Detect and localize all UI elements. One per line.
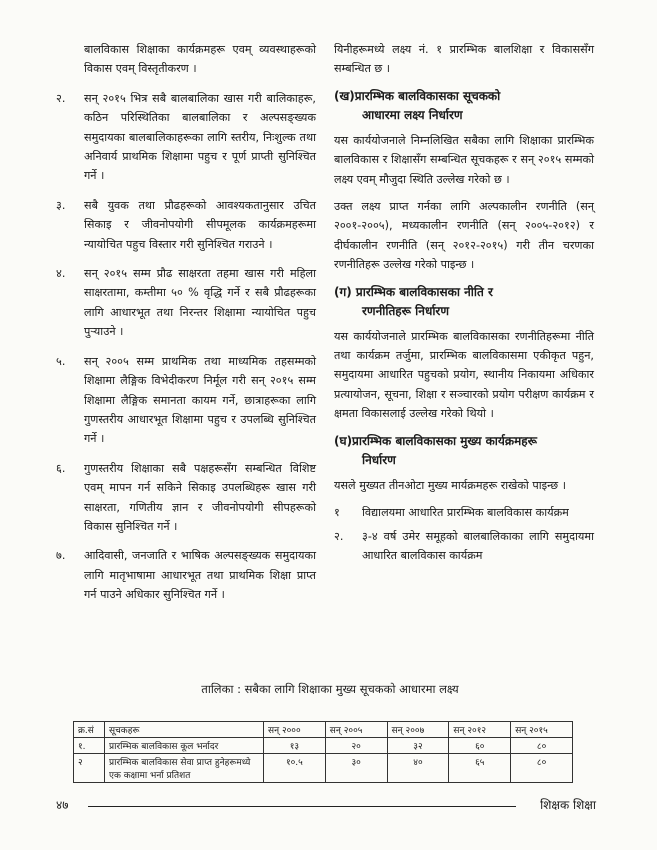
heading-line: निर्धारण — [362, 452, 396, 467]
paragraph: यस कार्ययोजनाले प्रारम्भिक बालविकासका रणनीतिहरूमा नीति तथा कार्यक्रम तर्जुमा, प्रारम्भिक बालविकासमा एकीकृत पहुन, समुदायमा आधारित पहुचको प्रयोग, स्थानीय निकायमा अधिकार प्रत्यायोजन, सूचना, शिक्षा र सञ्चारको प्रयोग परीक्षण कार्यक्रम र क्षमता विकासलाई उल्लेख गरेको थियो । — [334, 329, 594, 421]
section-heading-kha — [334, 87, 594, 125]
table-cell: ६५ — [449, 754, 511, 783]
list-number: ५. — [56, 354, 66, 368]
table-cell: प्रारम्भिक बालविकास कूल भर्नादर — [105, 738, 264, 754]
table-header-cell: सन् २००५ — [325, 722, 387, 738]
table-cell: २ — [74, 754, 105, 783]
list-item — [56, 196, 316, 254]
table-row — [74, 738, 573, 754]
table-cell: १०.५ — [264, 754, 326, 783]
table-header-row — [74, 722, 573, 738]
table-header-cell: सन् २००० — [264, 722, 326, 738]
list-number: २. — [334, 529, 344, 543]
list-item — [56, 264, 316, 342]
heading-line: (घ)प्रारम्भिक बालविकासका मुख्य कार्यक्रमहरू — [334, 433, 537, 448]
page-number: ४७ — [56, 798, 69, 812]
table-row — [74, 754, 573, 783]
list-item — [56, 352, 316, 449]
table-cell: १३ — [264, 738, 326, 754]
table-cell: २० — [325, 738, 387, 754]
paragraph: यस कार्ययोजनाले निम्नलिखित सबैका लागि शिक्षाका प्रारम्भिक बालविकास र शिक्षासँग सम्बन्धित सूचकहरू र सन् २०१५ सम्मको लक्ष्य एवम् मौजुदा स्थिति उल्लेख गरेको छ । — [334, 133, 594, 186]
list-text: विद्यालयमा आधारित प्रारम्भिक बालविकास कार्यक्रम — [362, 506, 569, 520]
list-number: ४. — [56, 267, 66, 281]
footer-rule — [88, 806, 516, 807]
indicator-table — [73, 721, 573, 783]
table-cell: ४० — [387, 754, 449, 783]
heading-line: आधारमा लक्ष्य निर्धारण — [362, 107, 463, 122]
list-item — [334, 527, 594, 566]
table-cell: १. — [74, 738, 105, 754]
list-text: आदिवासी, जनजाति र भाषिक अल्पसङ्ख्यक समुदायका लागि मातृभाषामा आधारभूत तथा प्राथमिक शिक्षा प्राप्त गर्न पाउने अधिकार सुनिश्चित गर्ने । — [84, 549, 316, 602]
list-item — [56, 546, 316, 604]
paragraph: उक्त लक्ष्य प्राप्त गर्नका लागि अल्पकालीन रणनीति (सन् २००१-२००५), मध्यकालीन रणनीति (सन् २००५-२०१२) र दीर्घकालीन रणनीति (सन् २०१२-२०१५) गरी तीन चरणका रणनीतिहरू उल्लेख गरेको पाइन्छ । — [334, 200, 594, 272]
continued-text: बालविकास शिक्षाका कार्यक्रमहरू एवम् व्यवस्थाहरूको विकास एवम् विस्तृतीकरण । — [84, 43, 316, 76]
right-column — [334, 40, 594, 569]
list-number: ३. — [56, 198, 66, 212]
journal-name: शिक्षक शिक्षा — [540, 798, 596, 812]
table-cell: ८० — [511, 738, 573, 754]
table-header-cell: सूचकहरू — [105, 722, 264, 738]
list-text: ३-४ वर्ष उमेर समूहको बालबालिकाका लागि समुदायमा आधारित बालविकास कार्यक्रम — [362, 529, 594, 562]
table-cell: ३२ — [387, 738, 449, 754]
list-number: ७. — [56, 549, 66, 563]
table-cell: ८० — [511, 754, 573, 783]
list-item — [334, 503, 594, 522]
list-number: १ — [334, 506, 340, 520]
paragraph: यसले मुख्यत तीनओटा मुख्य मार्यक्रमहरू राखेको पाइन्छ । — [334, 478, 566, 492]
list-text: सबै युवक तथा प्रौढहरूको आवश्यकतानुसार उचित सिकाइ र जीवनोपयोगी सीपमूलक कार्यक्रमहरूमा न्यायोचित पहुच विस्तार गरी सुनिश्चित गराउने । — [84, 198, 316, 251]
list-number: ६. — [56, 461, 66, 475]
section-heading-ga — [334, 283, 594, 321]
continued-text: यिनीहरूमध्ये लक्ष्य नं. १ प्रारम्भिक बालशिक्षा र विकाससँग सम्बन्धित छ । — [334, 43, 594, 76]
list-item — [56, 459, 316, 537]
table-cell: ६० — [449, 738, 511, 754]
table-cell: ३० — [325, 754, 387, 783]
left-column — [56, 40, 316, 615]
table-header-cell: क्र.सं — [74, 722, 105, 738]
page-footer — [56, 796, 596, 816]
table-header-cell: सन् २०१२ — [449, 722, 511, 738]
heading-line: (ग) प्रारम्भिक बालविकासका नीति र — [334, 284, 493, 299]
list-text: गुणस्तरीय शिक्षाका सबै पक्षहरूसँग सम्बन्धित विशिष्ट एवम् मापन गर्न सकिने सिकाइ उपलब्धिहरू खास गरी साक्षरता, गणितीय ज्ञान र जीवनोपयोगी सीपहरूको विकास सुनिश्चित गर्ने । — [84, 461, 316, 533]
list-number: २. — [56, 91, 66, 105]
list-text: सन् २०१५ भित्र सबै बालबालिका खास गरी बालिकाहरू, कठिन परिस्थितिका बालबालिका र अल्पसङ्ख्यक समुदायका बालबालिकाहरूका लागि स्तरीय, निःशुल्क तथा अनिवार्य प्राथमिक शिक्षामा पहुच र पूर्ण प्राप्ती सुनिश्चित गर्ने । — [84, 91, 316, 183]
list-item — [56, 89, 316, 186]
heading-line: रणनीतिहरू निर्धारण — [362, 303, 450, 318]
table-header-cell: सन् २००७ — [387, 722, 449, 738]
table-title: तालिका : सबैका लागि शिक्षाका मुख्य सूचकको आधारमा लक्ष्य — [201, 682, 459, 696]
heading-line: (ख)प्रारम्भिक बालविकासका सूचकको — [334, 88, 501, 103]
table-cell: प्रारम्भिक बालविकास सेवा प्राप्त हुनेहरूमध्ये एक कक्षामा भर्ना प्रतिशत — [105, 754, 264, 783]
list-text: सन् २०१५ सम्म प्रौढ साक्षरता तहमा खास गरी महिला साक्षरतामा, कम्तीमा ५० % वृद्धि गर्ने र सबै प्रौढहरूका लागि आधारभूत तथा निरन्तर शिक्षामा न्यायोचित पहुच पुऱ्याउने । — [84, 267, 316, 339]
program-list — [334, 503, 594, 565]
section-heading-gha — [334, 432, 594, 470]
list-text: सन् २००५ सम्म प्राथमिक तथा माध्यमिक तहसम्मको शिक्षामा लैङ्गिक विभेदीकरण निर्मूल गरी सन् २०१५ सम्म शिक्षामा लैङ्गिक समानता कायम गर्ने, छात्राहरूका लागि गुणस्तरीय आधारभूत शिक्षामा पहुच र उपलब्धि सुनिश्चित गर्ने । — [84, 354, 316, 446]
table-header-cell: सन् २०१५ — [511, 722, 573, 738]
